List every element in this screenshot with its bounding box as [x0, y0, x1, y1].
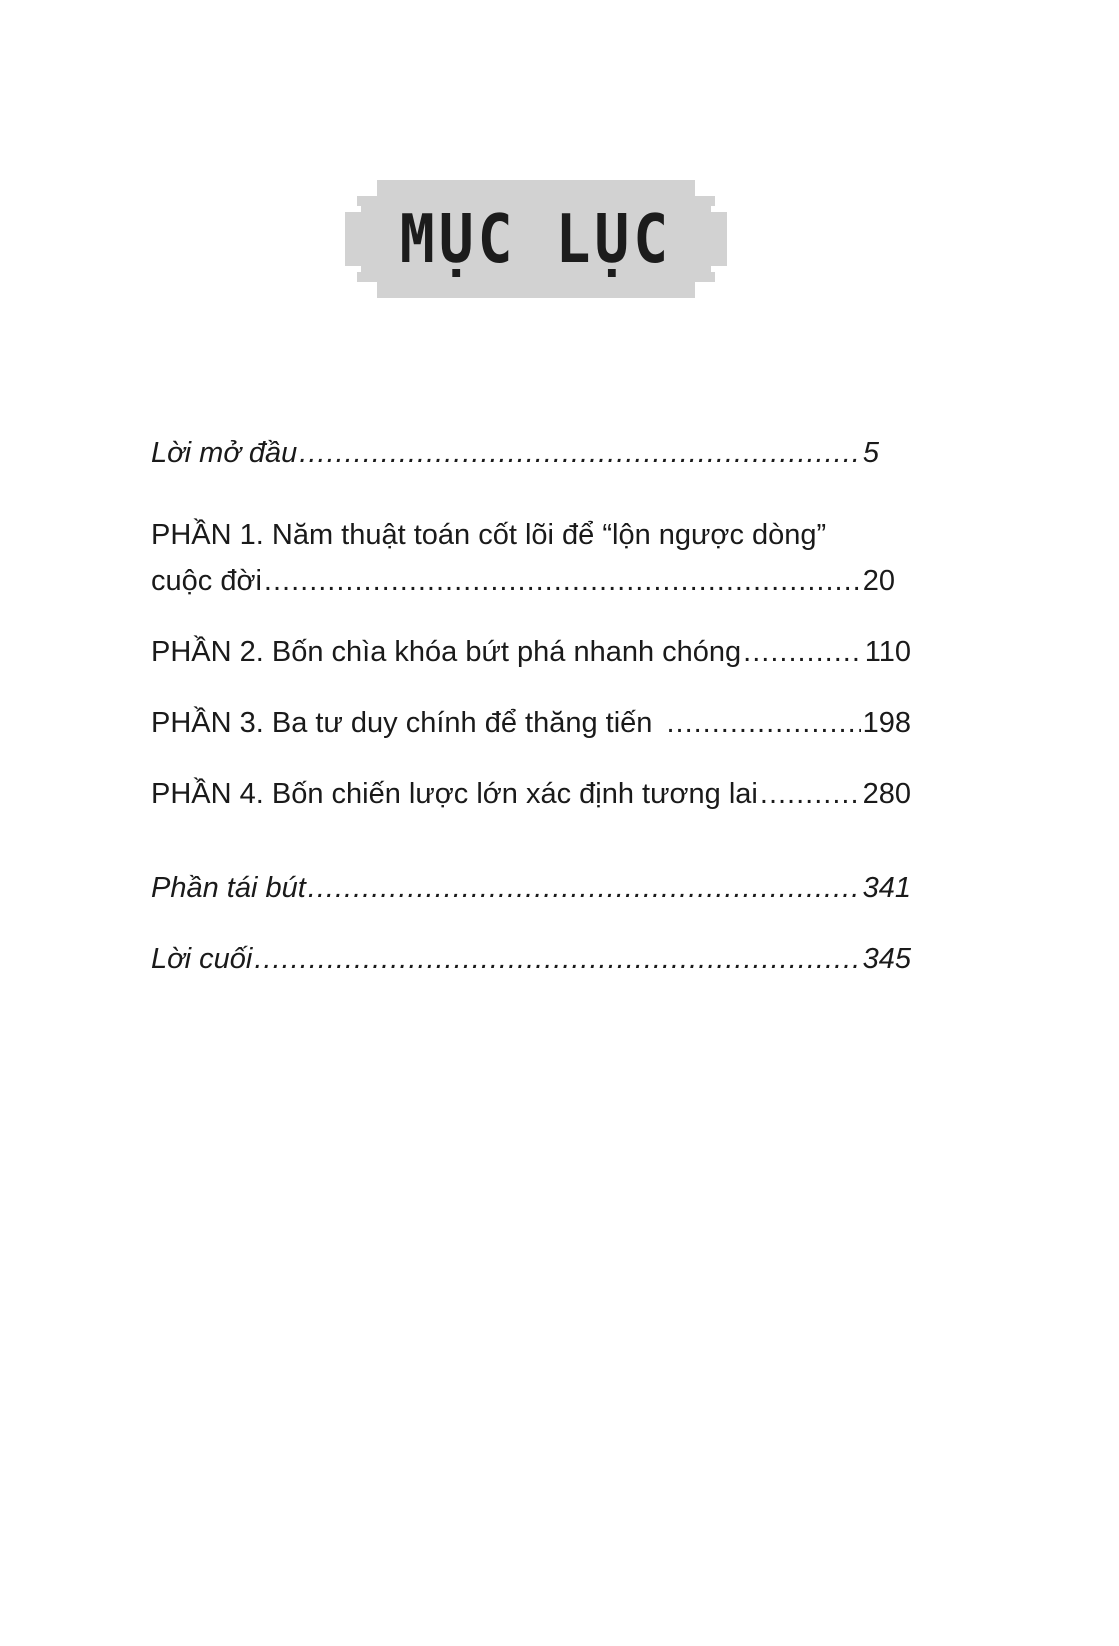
- toc-entry-label: Phần tái bút: [151, 872, 306, 904]
- toc-entry-page: 5: [862, 437, 879, 469]
- toc-entry-page: 341: [862, 872, 911, 904]
- toc-entry-page: 20: [862, 565, 895, 597]
- toc-entry-page: 198: [862, 707, 911, 739]
- toc-entry-page: 280: [862, 778, 911, 810]
- toc-entry-label: Lời mở đầu: [151, 437, 298, 469]
- dot-leader: [743, 629, 863, 675]
- dot-leader: [760, 771, 861, 817]
- toc-entry-epilogue[interactable]: [151, 936, 911, 982]
- toc-entry-preface[interactable]: [151, 430, 879, 476]
- dot-leader: [299, 430, 861, 476]
- dot-leader: [254, 936, 860, 982]
- toc-entry-label: PHẦN 2. Bốn chìa khóa bứt phá nhanh chóng: [151, 636, 742, 668]
- toc-entry-part-3[interactable]: [151, 700, 911, 746]
- toc-entry-part-2[interactable]: [151, 629, 911, 675]
- toc-entry-part-4[interactable]: [151, 771, 911, 817]
- toc-entry-label: PHẦN 3. Ba tư duy chính để thăng tiến: [151, 707, 653, 739]
- title-banner: [345, 180, 727, 298]
- toc-entry-postscript[interactable]: [151, 865, 911, 911]
- toc-entry-label: PHẦN 4. Bốn chiến lược lớn xác định tương lai: [151, 778, 758, 810]
- toc-entry-part-1[interactable]: [151, 512, 895, 604]
- toc-entry-page: 345: [862, 943, 911, 975]
- dot-leader: [666, 700, 860, 746]
- table-of-contents: [151, 430, 911, 982]
- toc-entry-label: Lời cuối: [151, 943, 253, 975]
- dot-leader: [264, 558, 861, 604]
- toc-entry-page: 110: [864, 636, 911, 668]
- page-title: MỤC LỤC: [399, 199, 673, 279]
- toc-entry-label-line1: PHẦN 1. Năm thuật toán cốt lõi để “lộn ngược dòng”: [151, 519, 827, 551]
- toc-entry-label: cuộc đời: [151, 565, 262, 597]
- dot-leader: [308, 865, 861, 911]
